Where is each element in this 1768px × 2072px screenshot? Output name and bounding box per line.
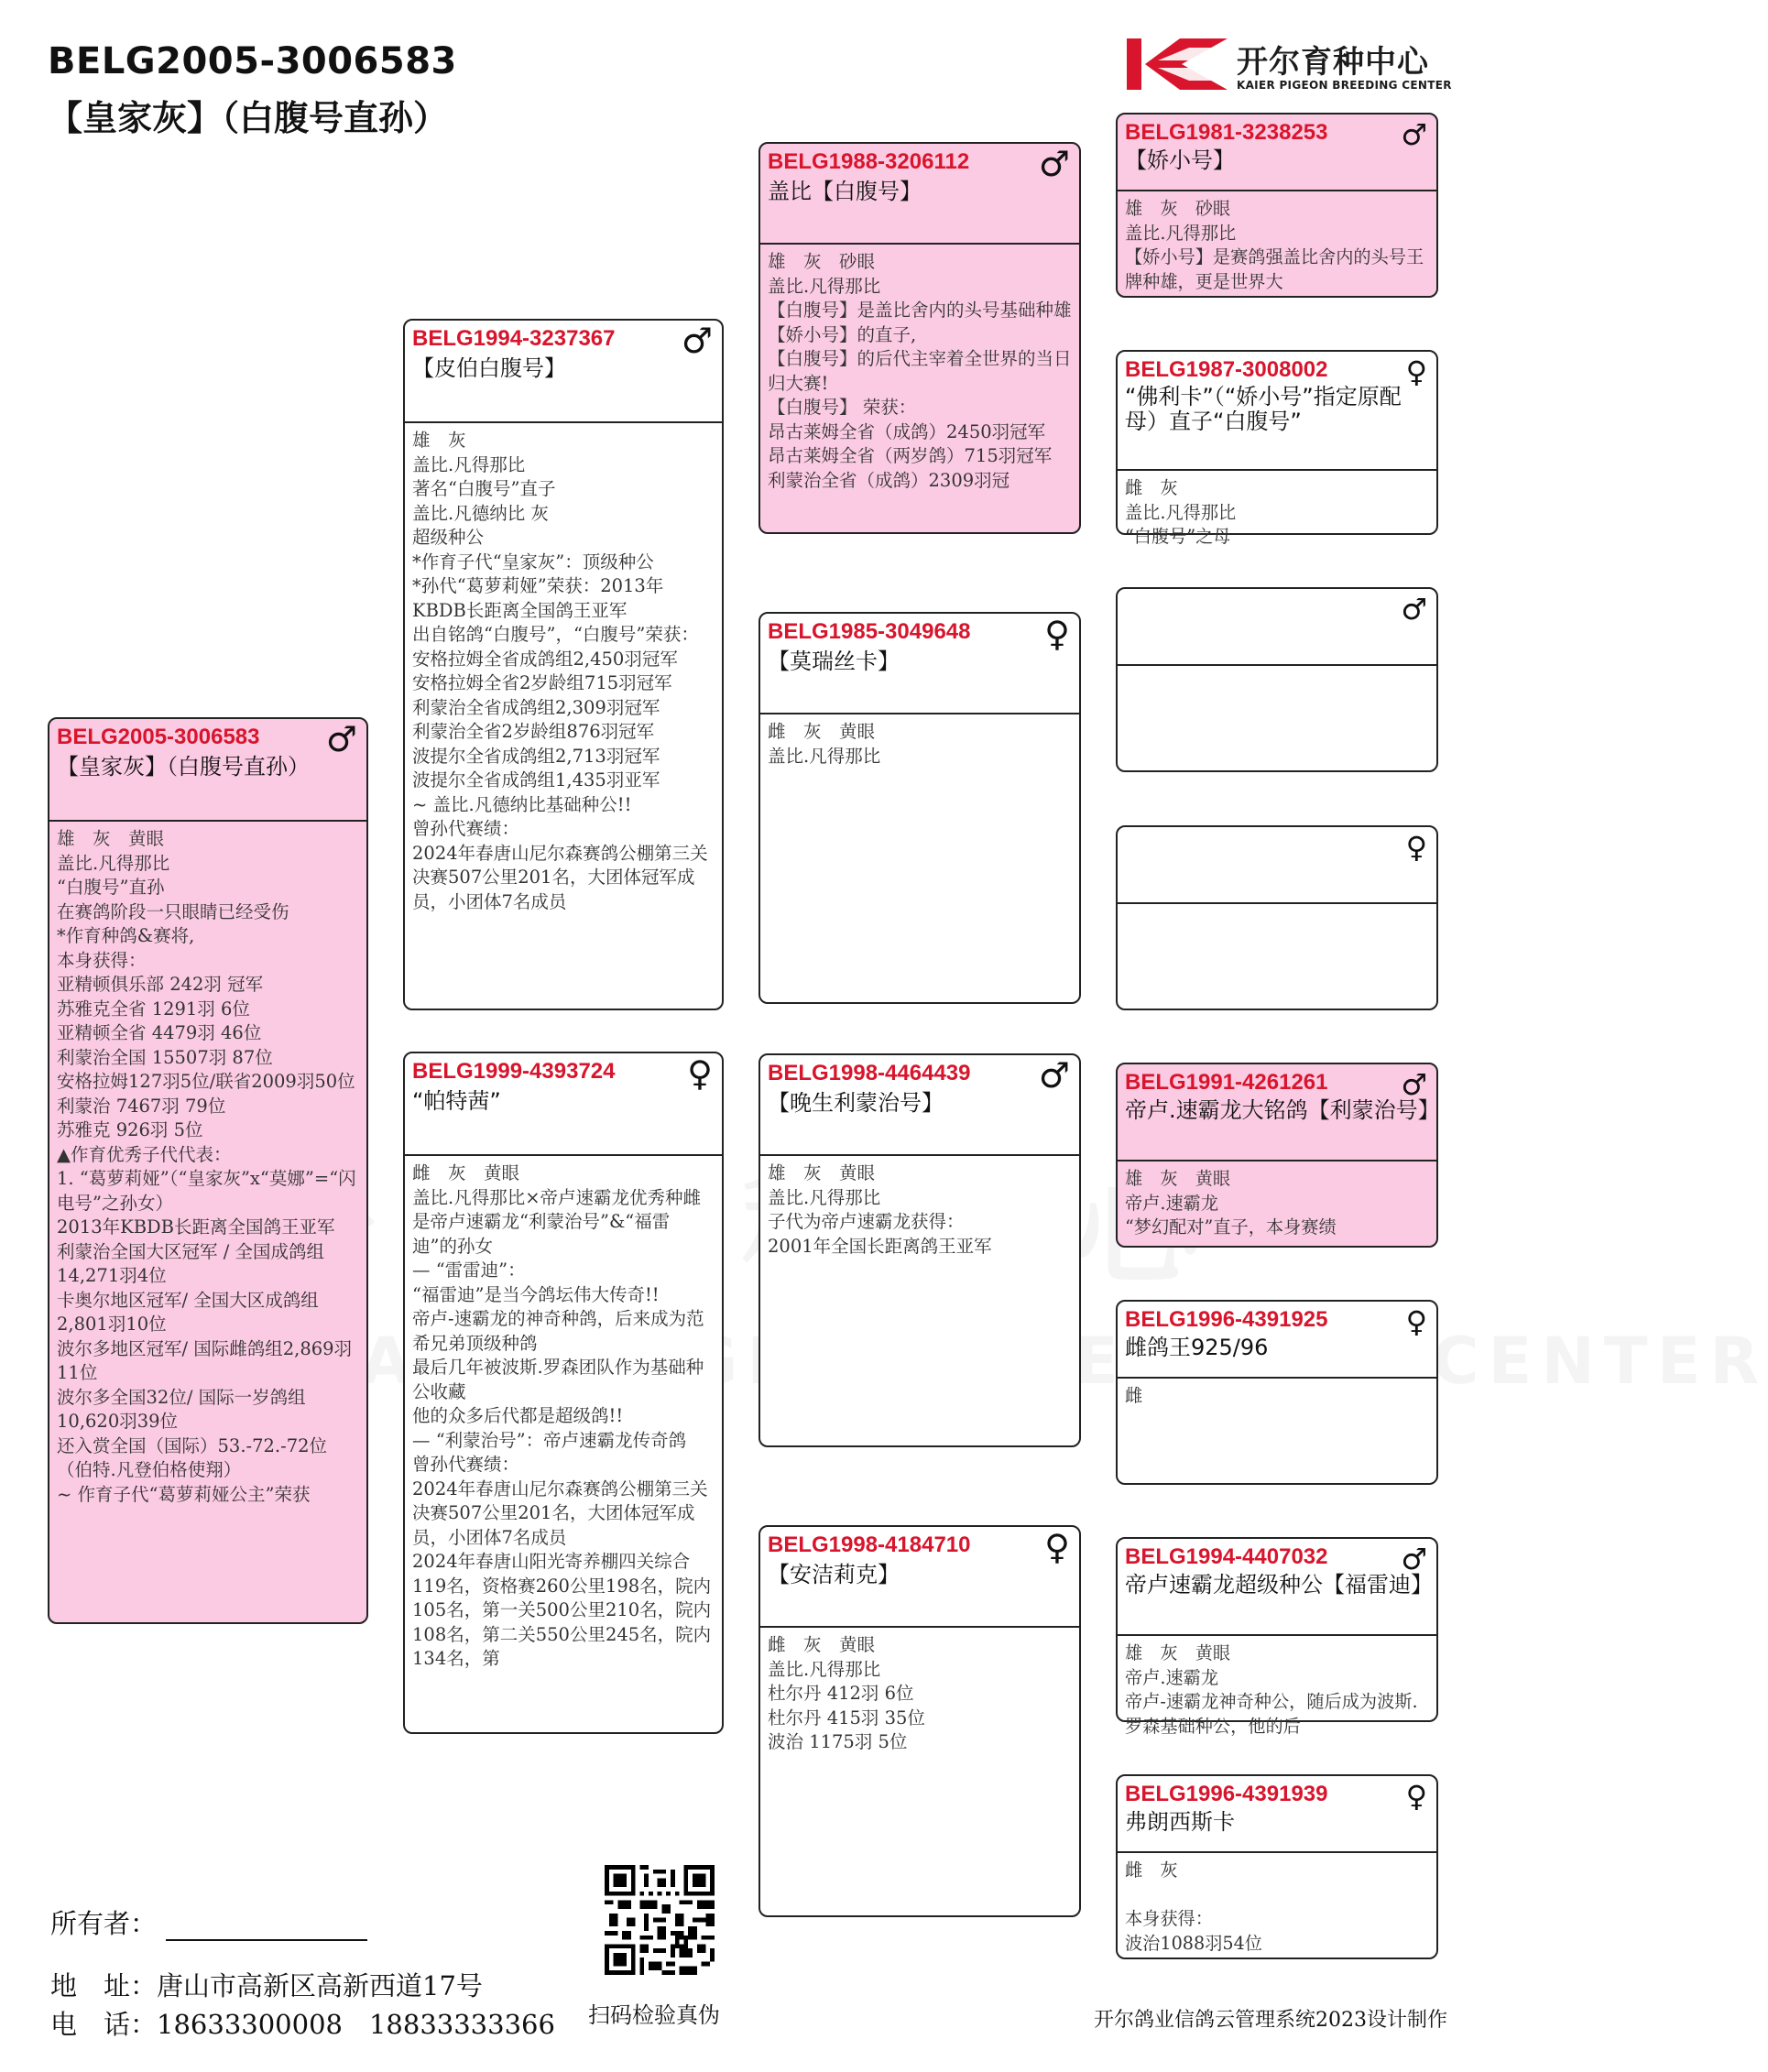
note-line: 利蒙治全国大区冠军 / 全国成鸽组14,271羽4位: [57, 1240, 324, 1286]
note-line: 雄 灰 砂眼: [1125, 198, 1231, 219]
note-line: 安格拉姆127羽5位/联省2009羽50位: [57, 1071, 355, 1092]
note-line: 著名“白腹号”直子: [412, 478, 556, 499]
pigeon-name: 盖比【白腹号】: [768, 179, 922, 204]
note-line: 波尔多地区冠军/ 国际雌鸽组2,869羽11位: [57, 1337, 353, 1383]
note-line: 盖比.凡得那比: [412, 453, 526, 475]
ring-number: BELG1988-3206112: [768, 149, 970, 174]
pigeon-name: “帕特茜”: [412, 1088, 501, 1114]
pigeon-notes: [1118, 904, 1436, 915]
pigeon-notes: [760, 1156, 1079, 1264]
note-line: 盖比.凡得那比: [768, 1658, 881, 1680]
pigeon-name: 【安洁莉克】: [768, 1562, 900, 1587]
female-symbol-icon: ♀: [1044, 614, 1070, 654]
pigeon-name: 【莫瑞丝卡】: [768, 649, 900, 674]
note-line: 波治1088羽54位: [1125, 1932, 1262, 1954]
note-line: 雌: [1125, 1385, 1143, 1406]
watermark-chinese: [247, 1127, 1237, 1311]
pigeon-notes: [1118, 1636, 1436, 1744]
pigeon-notes: [1118, 1853, 1436, 1961]
owner-label: 所有者：: [50, 1908, 158, 1939]
pigeon-card-sire: [403, 319, 724, 1010]
pigeon-notes: [760, 1628, 1079, 1761]
note-line: 2024年春唐山尼尔森赛鸽公棚第三关决赛507公里201名，大团体冠军成员，小团体7名成员: [412, 1478, 708, 1548]
qr-verify-label: 扫码检验真伪: [588, 2002, 720, 2028]
note-line: 雄 灰 黄眼: [768, 1162, 876, 1183]
pigeon-card-sd: [758, 612, 1081, 1004]
address-value: 唐山市高新区高新西道17号: [157, 1970, 483, 2001]
pigeon-name: 帝卢速霸龙超级种公【福雷迪】: [1125, 1572, 1433, 1598]
pigeon-notes: [1118, 471, 1436, 555]
pigeon-name: 【娇小号】: [1125, 147, 1235, 173]
note-line: 波尔多全国32位/ 国际一岁鸽组10,620羽39位: [57, 1386, 306, 1432]
note-line: 2024年春唐山阳光寄养棚四关综合119名，资格赛260公里198名，院内105名，第一关500公里210名，院内108名，第二关550公里245名，院内134名，第: [412, 1551, 712, 1669]
pigeon-name: 【皇家灰】（白腹号直孙）: [57, 754, 310, 780]
pigeon-card-dss: [1116, 1063, 1438, 1248]
note-line: 雄 灰 黄眼: [1125, 1642, 1231, 1663]
pigeon-card-ssd: [1116, 350, 1438, 547]
female-symbol-icon: ♀: [1044, 1527, 1070, 1567]
address-row: [50, 1966, 483, 2003]
pigeon-notes: [1118, 666, 1436, 677]
note-line: 出自铭鸽“白腹号”，“白腹号”荣获：: [412, 624, 699, 645]
female-symbol-icon: ♀: [687, 1053, 713, 1094]
note-line: 安格拉姆全省2岁龄组715羽冠军: [412, 672, 672, 693]
pigeon-name: 弗朗西斯卡: [1125, 1809, 1235, 1835]
qr-code-icon[interactable]: [605, 1865, 715, 1975]
ring-number: BELG1996-4391939: [1125, 1782, 1328, 1806]
pigeon-notes: [1118, 1161, 1436, 1246]
note-line: 雌 灰 黄眼: [768, 721, 876, 742]
note-line: *孙代“葛萝莉娅”荣获：2013年KBDB长距离全国鸽王亚军: [412, 575, 664, 621]
note-line: — “利蒙治号”：帝卢速霸龙传奇鸽: [412, 1429, 687, 1451]
note-line: 盖比.凡得那比×帝卢速霸龙优秀种雌: [412, 1186, 702, 1208]
note-line: 1. “葛萝莉娅”（“皇家灰”x“莫娜”=“闪电号”之孙女）: [57, 1168, 356, 1214]
note-line: （伯特.凡登伯格使翔）: [57, 1459, 242, 1480]
logo-english-name: KAIER PIGEON BREEDING CENTER: [1237, 79, 1452, 92]
note-line: 帝卢.速霸龙: [1125, 1666, 1219, 1688]
kaier-logo: [1125, 33, 1455, 97]
note-line: 盖比.凡得那比: [57, 852, 170, 874]
pigeon-card-subject: [48, 717, 368, 1624]
pigeon-name: 雌鸽王925/96: [1125, 1335, 1269, 1360]
note-line: 苏雅克 926羽 5位: [57, 1119, 203, 1140]
male-symbol-icon: ♂: [325, 719, 357, 759]
pigeon-card-dsd: [1116, 1300, 1438, 1485]
note-line: 雄 灰 黄眼: [57, 828, 165, 849]
note-line: 盖比.凡得那比: [768, 275, 881, 297]
male-symbol-icon: ♂: [1401, 1542, 1427, 1576]
pigeon-name: 【晚生利蒙治号】: [768, 1090, 944, 1116]
pigeon-card-ss: [758, 142, 1081, 534]
owner-field: [166, 1917, 367, 1941]
note-line: 杜尔丹 412羽 6位: [768, 1683, 914, 1704]
pigeon-card-dam: [403, 1052, 724, 1734]
note-line: 【白腹号】的后代主宰着全世界的当日归大赛!: [768, 348, 1072, 394]
female-symbol-icon: ♀: [1405, 1304, 1427, 1339]
male-symbol-icon: ♂: [1401, 1067, 1427, 1102]
note-line: 盖比.凡得那比: [1125, 222, 1237, 244]
note-line: “白腹号”之母: [1125, 526, 1231, 547]
note-line: 雄 灰: [412, 430, 466, 451]
pigeon-card-sdd: [1116, 825, 1438, 1010]
ring-number: BELG1998-4464439: [768, 1061, 971, 1085]
owner-row: [50, 1903, 367, 1941]
note-line: 安格拉姆全省成鸽组2,450羽冠军: [412, 648, 678, 670]
pigeon-card-sss: [1116, 113, 1438, 298]
note-line: 【娇小号】是赛鸽强盖比舍内的头号王牌种雄，更是世界大: [1125, 246, 1424, 292]
male-symbol-icon: ♂: [1038, 144, 1070, 184]
logo-chinese-name: 开尔育种中心: [1237, 44, 1429, 81]
note-line: 波治 1175羽 5位: [768, 1731, 908, 1752]
pigeon-name: 【皮伯白腹号】: [412, 355, 566, 381]
note-line: 2013年KBDB长距离全国鸽王亚军: [57, 1216, 335, 1238]
female-symbol-icon: ♀: [1405, 1779, 1427, 1814]
note-line: “梦幻配对”直子，本身赛绩: [1125, 1216, 1337, 1238]
address-label: 地 址：: [50, 1970, 158, 2001]
ring-number: BELG1994-3237367: [412, 326, 616, 351]
note-line: 【白腹号】 荣获：: [768, 397, 917, 418]
pigeon-card-sds: [1116, 587, 1438, 772]
note-line: 亚精顿全省 4479羽 46位: [57, 1022, 262, 1043]
note-line: 子代为帝卢速霸龙获得：: [768, 1211, 965, 1232]
note-line: 利蒙治 7467羽 79位: [57, 1095, 226, 1117]
phone-label: 电 话：: [50, 2009, 158, 2040]
note-line: 盖比.凡得那比: [768, 1186, 881, 1208]
pigeon-notes: [760, 714, 1079, 774]
pigeon-notes: [1118, 191, 1436, 300]
ring-number: BELG1994-4407032: [1125, 1544, 1328, 1569]
pedigree-pigeon-name: 【皇家灰】（白腹号直孙）: [48, 98, 449, 138]
pigeon-card-dds: [1116, 1537, 1438, 1737]
note-line: 2001年全国长距离鸽王亚军: [768, 1235, 992, 1257]
note-line: 本身获得：: [57, 949, 147, 971]
note-line: 雄 灰 黄眼: [1125, 1168, 1231, 1189]
note-line: 卡奥尔地区冠军/ 全国大区成鸽组2,801羽10位: [57, 1289, 319, 1335]
note-line: 雄 灰 砂眼: [768, 251, 876, 272]
design-credit: 开尔鸽业信鸽云管理系统2023设计制作: [1094, 2009, 1447, 2032]
note-line: ~ 作育子代“葛萝莉娅公主”荣获: [57, 1483, 311, 1505]
ring-number: BELG2005-3006583: [57, 725, 260, 749]
note-line: 亚精顿俱乐部 242羽 冠军: [57, 974, 264, 995]
ring-number: BELG1985-3049648: [768, 619, 971, 644]
note-line: 雌 灰 黄眼: [412, 1162, 520, 1183]
note-line: 波提尔全省成鸽组1,435羽亚军: [412, 769, 660, 791]
pigeon-notes: [1118, 1379, 1436, 1414]
note-line: 雌 灰 黄眼: [768, 1634, 876, 1655]
pedigree-ring-number: BELG2005-3006583: [48, 40, 457, 82]
note-line: ~ 盖比.凡德纳比基础种公!!: [412, 793, 632, 815]
note-line: *作育种鸽&赛将,: [57, 925, 195, 946]
pigeon-card-ds: [758, 1053, 1081, 1447]
pigeon-card-dd: [758, 1525, 1081, 1917]
note-line: 曾孙代赛绩：: [412, 1454, 520, 1475]
phone-value: 18633300008 18833333366: [157, 2009, 555, 2040]
ring-number: BELG1987-3008002: [1125, 357, 1328, 382]
note-line: 帝卢-速霸龙神奇种公，随后成为波斯.罗森基础种公，他的后: [1125, 1691, 1418, 1737]
note-line: 他的众多后代都是超级鸽!!: [412, 1405, 624, 1426]
pigeon-notes: [760, 245, 1079, 498]
note-line: 曾孙代赛绩：: [412, 818, 520, 839]
female-symbol-icon: ♀: [1405, 830, 1427, 865]
note-line: 利蒙治全省2岁龄组876羽冠军: [412, 721, 655, 742]
note-line: 2024年春唐山尼尔森赛鸽公棚第三关决赛507公里201名，大团体冠军成员，小团体7名成员: [412, 842, 708, 912]
note-line: 最后几年被波斯.罗森团队作为基础种公收藏: [412, 1357, 704, 1402]
pigeon-name: 帝卢.速霸龙大铭鸽【利蒙治号】: [1125, 1097, 1440, 1123]
kaier-k-logo-icon: [1125, 35, 1230, 92]
note-line: 【白腹号】是盖比舍内的头号基础种雄【娇小号】的直子,: [768, 300, 1072, 345]
note-line: 波提尔全省成鸽组2,713羽冠军: [412, 745, 660, 767]
pigeon-name: “佛利卡”（“娇小号”指定原配母）直子“白腹号”: [1125, 384, 1402, 434]
note-line: 利蒙治全省成鸽组2,309羽冠军: [412, 696, 660, 718]
note-line: — “雷雷迪”：: [412, 1260, 526, 1281]
note-line: 昂古莱姆全省（两岁鸽）715羽冠军: [768, 445, 1053, 466]
note-line: 在赛鸽阶段一只眼睛已经受伤: [57, 900, 289, 922]
note-line: [1125, 1883, 1429, 1908]
note-line: 利蒙治全省（成鸽）2309羽冠: [768, 469, 1010, 491]
note-line: 盖比.凡得那比: [1125, 501, 1237, 523]
ring-number: BELG1996-4391925: [1125, 1307, 1328, 1332]
ring-number: BELG1981-3238253: [1125, 120, 1328, 145]
male-symbol-icon: ♂: [681, 321, 713, 361]
ring-number: BELG1991-4261261: [1125, 1070, 1328, 1095]
pigeon-notes: [405, 423, 722, 920]
ring-number: BELG1998-4184710: [768, 1532, 971, 1557]
note-line: 雌 灰: [1125, 477, 1178, 498]
pigeon-notes: [49, 822, 366, 1512]
pigeon-card-ddd: [1116, 1774, 1438, 1959]
female-symbol-icon: ♀: [1405, 354, 1427, 389]
ring-number: BELG1999-4393724: [412, 1059, 616, 1084]
note-line: 雌 灰: [1125, 1859, 1178, 1881]
pigeon-notes: [405, 1156, 722, 1677]
note-line: 杜尔丹 415羽 35位: [768, 1707, 925, 1728]
note-line: 盖比.凡德纳比 灰: [412, 502, 549, 524]
note-line: 利蒙治全国 15507羽 87位: [57, 1046, 273, 1068]
note-line: “白腹号”直孙: [57, 877, 165, 898]
note-line: 昂古莱姆全省（成鸽）2450羽冠军: [768, 420, 1046, 442]
male-symbol-icon: ♂: [1401, 592, 1427, 627]
note-line: “福雷迪”是当今鸽坛伟大传奇!!: [412, 1283, 660, 1305]
note-line: 苏雅克全省 1291羽 6位: [57, 998, 250, 1020]
note-line: 超级种公: [412, 527, 485, 548]
phone-row: [50, 2004, 555, 2042]
note-line: 帝卢.速霸龙: [1125, 1192, 1219, 1214]
note-line: *作育子代“皇家灰”：顶级种公: [412, 551, 654, 573]
male-symbol-icon: ♂: [1401, 117, 1427, 152]
note-line: 还入赏全国（国际）53.-72.-72位: [57, 1434, 328, 1456]
note-line: 帝卢-速霸龙的神奇种鸽，后来成为范希兄弟顶级种鸽: [412, 1308, 704, 1354]
male-symbol-icon: ♂: [1038, 1055, 1070, 1096]
note-line: ▲作育优秀子代代表：: [57, 1143, 232, 1165]
note-line: 盖比.凡得那比: [768, 745, 881, 767]
note-line: 本身获得：: [1125, 1908, 1213, 1929]
note-line: 是帝卢速霸龙“利蒙治号”&“福雷迪”的孙女: [412, 1211, 671, 1257]
